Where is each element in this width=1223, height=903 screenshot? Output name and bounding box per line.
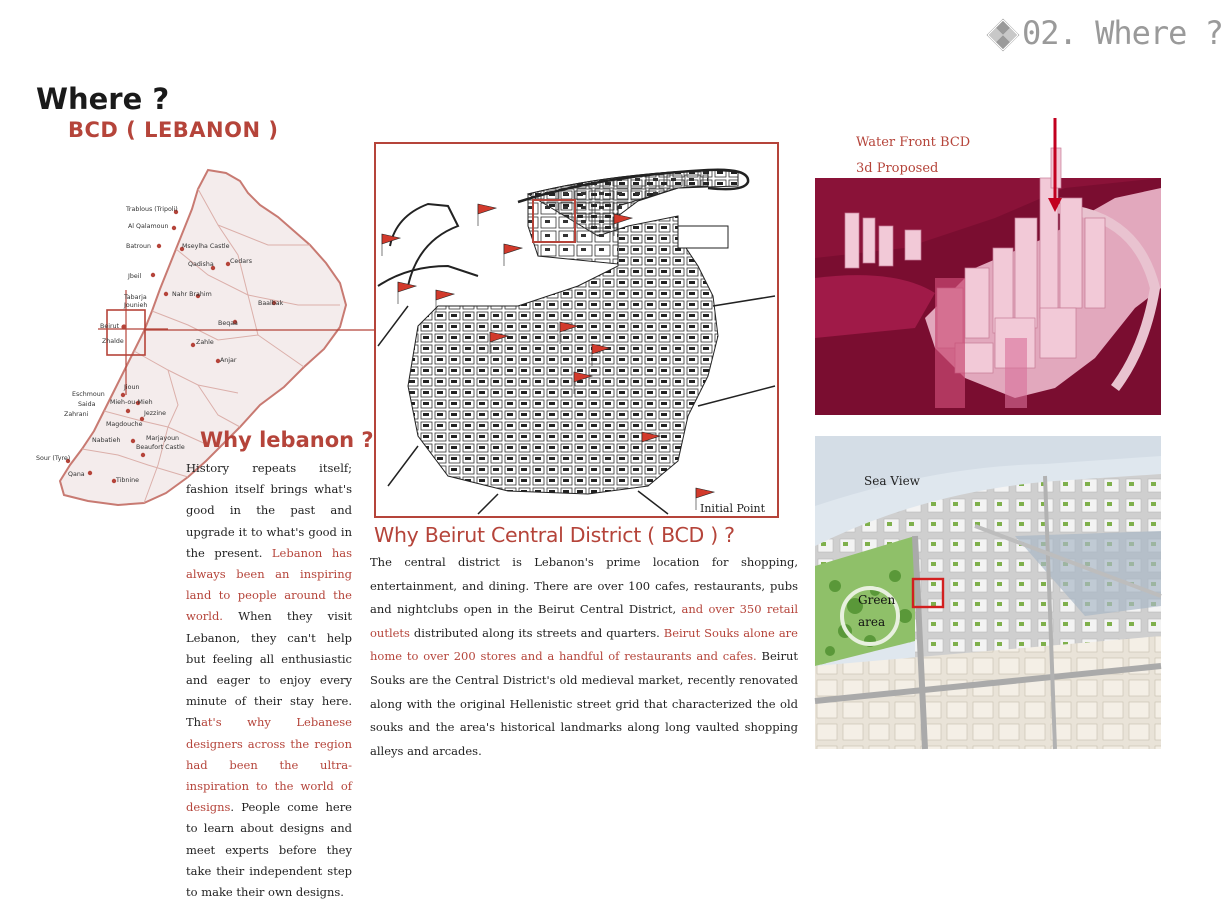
text-highlight: Beirut Souks alone are home to over 200 stores and a handful of restaurants and cafes.: [370, 625, 798, 664]
map-label: Zhalde: [102, 338, 124, 345]
sea-view-label: Sea View: [864, 474, 920, 488]
text-highlight: Lebanon has always been an inspiring land to people around the world.: [186, 545, 352, 624]
green-area-label: [858, 589, 895, 633]
green-area-label-line1: Green: [858, 593, 896, 607]
why-lebanon-paragraph: [26, 458, 352, 903]
diamond-pattern-logo: [988, 20, 1018, 50]
map-label: Cedars: [230, 258, 252, 265]
map-label: Mseylha Castle: [182, 243, 230, 250]
map-label: Tabarja: [124, 294, 147, 301]
map-label: Nahr Brahim: [172, 291, 212, 298]
map-label: Zahle: [196, 339, 214, 346]
map-label: Jezzine: [144, 410, 166, 417]
text-highlight: at's why Lebanese designers across the region had been the ultra- inspiration to the world of designs: [186, 715, 352, 815]
map-label: Eschmoun: [72, 391, 105, 398]
bcd-street-map: [378, 146, 775, 514]
map-label: Qadisha: [188, 261, 214, 268]
map-label: Baalbak: [258, 300, 284, 307]
text-highlight: and over 350 retail outlets: [370, 602, 799, 640]
waterfront-caption-line2: 3d Proposed: [856, 161, 939, 176]
map-label: Trablous (Tripoli): [126, 206, 178, 213]
waterfront-caption-line1: Water Front BCD: [856, 135, 971, 150]
map-label: Tibnine: [116, 477, 140, 484]
map-label: Jounieh: [124, 302, 148, 309]
map-label: Magdouche: [106, 421, 143, 428]
page-title: Where ?: [36, 82, 170, 116]
map-label: Jioun: [124, 384, 140, 391]
map-label: Anjar: [220, 357, 237, 364]
text-segment: When they visit Lebanon, they can't help but feeling all enthusiastic and eager to enjoy every minute of their stay here. Th: [186, 609, 352, 730]
waterfront-caption: [856, 130, 970, 182]
page-subtitle: BCD ( LEBANON ): [68, 118, 279, 142]
map-label: Batroun: [126, 243, 151, 250]
why-bcd-title: Why Beirut Central District ( BCD ) ?: [374, 523, 735, 547]
map-label: Nabatieh: [92, 437, 121, 444]
text-segment: . People come here to learn about designs and meet experts before they take their independent step to make their own designs.: [186, 800, 352, 900]
map-label: Saida: [78, 401, 96, 408]
text-segment: The central district is Lebanon's prime location for shopping, entertainment, and dining. There are over 100 cafes, restaurants, pubs and nightclubs open in the Beirut Central District,: [370, 555, 798, 617]
map-label: Mieh-ou-Mieh: [110, 399, 153, 406]
map-label: Beaufort Castle: [136, 444, 185, 451]
section-header: 02. Where ?: [1022, 14, 1223, 52]
map-label: Zahrani: [64, 411, 89, 418]
text-segment: Beirut Souks are the Central District's old medieval market, recently renovated along with the original Hellenistic street grid that characterized the old souks and the area's historical landmarks along long vaulted shopping alleys and arcades.: [370, 649, 798, 758]
map-label: Beirut: [100, 323, 119, 330]
green-area-label-line2: area: [858, 615, 886, 629]
map-label: Jbeil: [128, 273, 142, 280]
why-lebanon-title: Why lebanon ?: [200, 428, 374, 452]
text-segment: History repeats itself; fashion itself brings what's good in the past and upgrade it to what's good in the present.: [186, 461, 352, 560]
text-segment: distributed along its streets and quarters.: [409, 625, 664, 640]
initial-point-legend: Initial Point: [700, 502, 766, 515]
map-label: Marjayoun: [146, 435, 180, 442]
map-label: Beqaa: [218, 320, 238, 327]
map-label: Sour (Tyre): [36, 455, 71, 462]
why-bcd-paragraph: [370, 551, 798, 763]
map-label: Qana: [68, 471, 85, 478]
map-label: Al Qalamoun: [128, 223, 169, 230]
